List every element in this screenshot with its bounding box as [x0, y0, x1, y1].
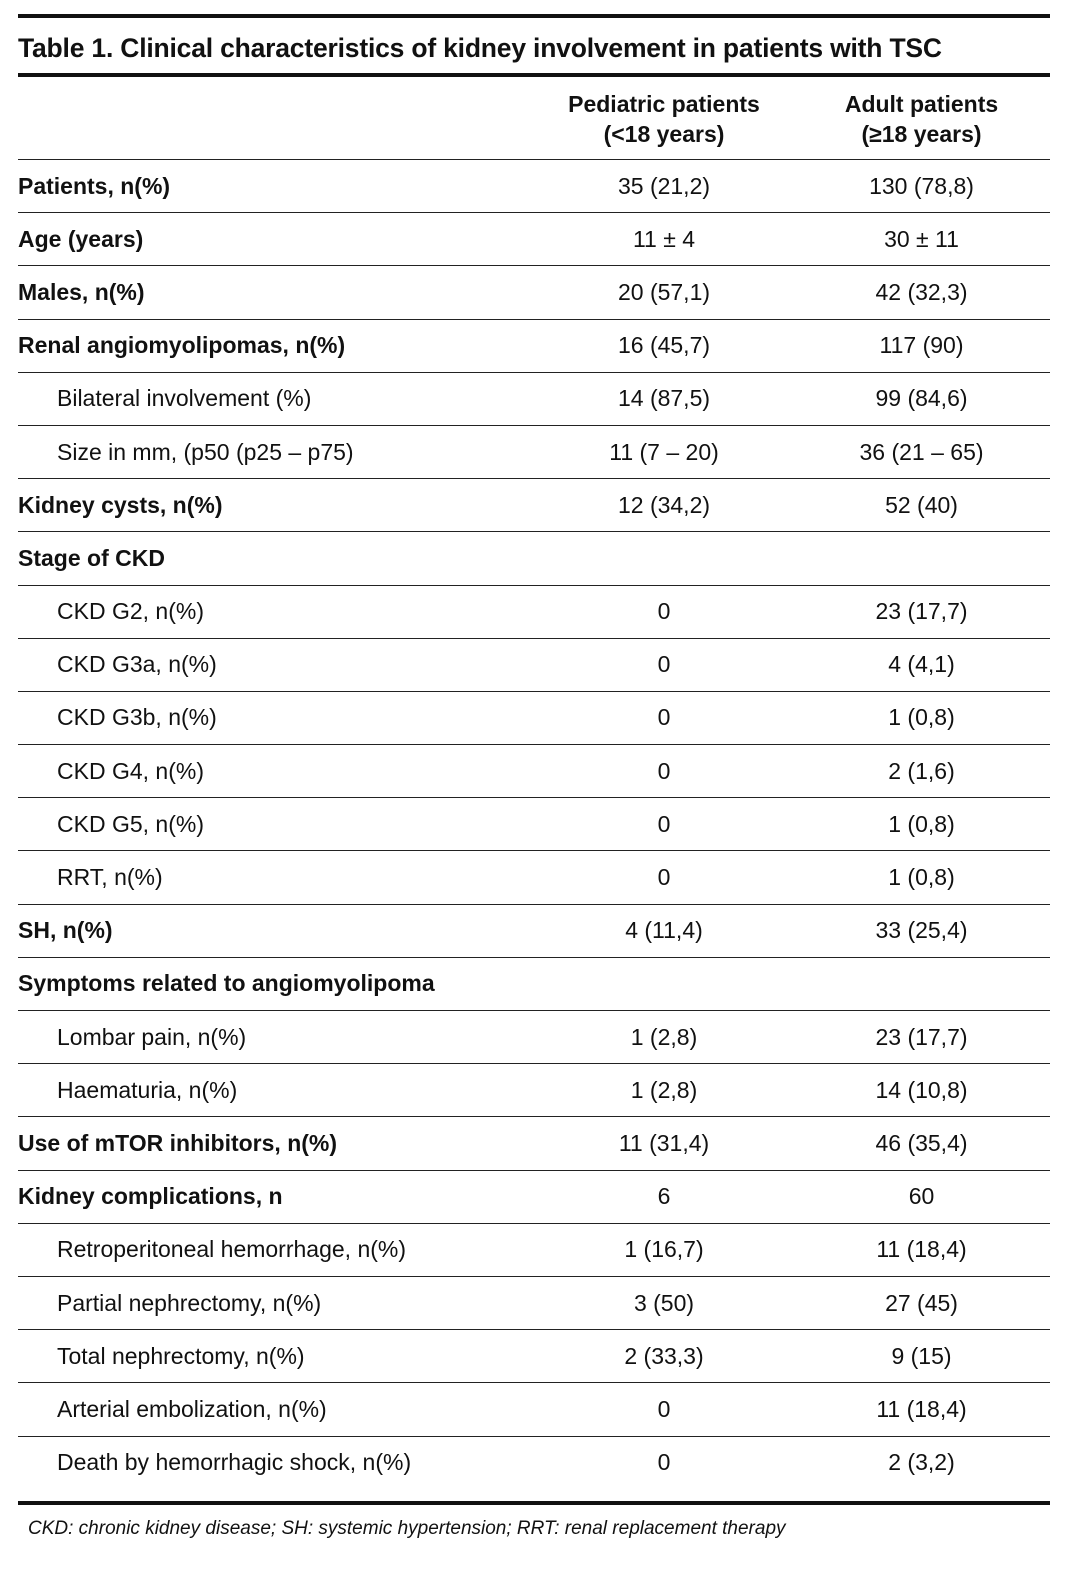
pediatric-value: 14 (87,5)	[535, 372, 793, 425]
adult-value: 60	[793, 1170, 1050, 1223]
adult-value: 1 (0,8)	[793, 798, 1050, 851]
adult-value: 4 (4,1)	[793, 638, 1050, 691]
pediatric-value: 1 (2,8)	[535, 1011, 793, 1064]
adult-value	[793, 957, 1050, 1010]
row-label: Death by hemorrhagic shock, n(%)	[57, 1449, 412, 1476]
adult-value: 36 (21 – 65)	[793, 425, 1050, 478]
table-row	[18, 1223, 1050, 1276]
table-row	[18, 745, 1050, 798]
table-row	[18, 1330, 1050, 1383]
header-pediatric-line2: (<18 years)	[603, 121, 725, 147]
pediatric-value: 6	[535, 1170, 793, 1223]
row-label: Kidney cysts, n(%)	[18, 479, 535, 532]
pediatric-value: 0	[535, 745, 793, 798]
header-adult-line1: Adult patients	[844, 91, 999, 117]
row-label: CKD G2, n(%)	[18, 585, 535, 638]
table-row	[18, 479, 1050, 532]
adult-value: 52 (40)	[793, 479, 1050, 532]
pediatric-value: 0	[535, 1383, 793, 1436]
pediatric-value: 1 (16,7)	[535, 1223, 793, 1276]
adult-value: 11 (18,4)	[793, 1383, 1050, 1436]
pediatric-value: 11 ± 4	[535, 213, 793, 266]
adult-value: 1 (0,8)	[793, 691, 1050, 744]
header-pediatric-line1: Pediatric patients	[568, 91, 760, 117]
header-pediatric	[535, 79, 793, 160]
row-label: Haematuria, n(%)	[18, 1064, 535, 1117]
table-row	[18, 266, 1050, 319]
pediatric-value: 0	[535, 585, 793, 638]
adult-value: 2 (3,2)	[888, 1449, 955, 1476]
table-row	[18, 160, 1050, 213]
pediatric-value: 4 (11,4)	[535, 904, 793, 957]
row-label: Age (years)	[18, 213, 535, 266]
adult-value: 23 (17,7)	[793, 585, 1050, 638]
table-row	[18, 1383, 1050, 1436]
row-label: CKD G4, n(%)	[18, 745, 535, 798]
adult-value: 30 ± 11	[793, 213, 1050, 266]
row-label: Stage of CKD	[18, 532, 535, 585]
pediatric-value: 0	[535, 851, 793, 904]
table-row	[18, 851, 1050, 904]
table-row	[18, 638, 1050, 691]
table-row	[18, 691, 1050, 744]
row-label: Males, n(%)	[18, 266, 535, 319]
adult-value: 2 (1,6)	[793, 745, 1050, 798]
pediatric-value: 16 (45,7)	[535, 319, 793, 372]
table-row	[18, 1011, 1050, 1064]
table-row	[18, 585, 1050, 638]
adult-value: 27 (45)	[793, 1276, 1050, 1329]
adult-value: 1 (0,8)	[793, 851, 1050, 904]
caption-rule	[18, 73, 1050, 77]
table-row	[18, 1117, 1050, 1170]
header-adult-line2: (≥18 years)	[861, 121, 982, 147]
row-label: Symptoms related to angiomyolipoma	[18, 957, 535, 1010]
header-adult	[793, 79, 1050, 160]
pediatric-value: 2 (33,3)	[535, 1330, 793, 1383]
pediatric-value: 0	[535, 691, 793, 744]
table-row	[18, 1276, 1050, 1329]
row-label: RRT, n(%)	[18, 851, 535, 904]
pediatric-value: 0	[535, 638, 793, 691]
pediatric-value: 0	[535, 798, 793, 851]
adult-value: 117 (90)	[793, 319, 1050, 372]
row-label: Arterial embolization, n(%)	[18, 1383, 535, 1436]
row-label: CKD G3a, n(%)	[18, 638, 535, 691]
pediatric-value: 11 (7 – 20)	[535, 425, 793, 478]
table-row	[18, 1170, 1050, 1223]
adult-value: 11 (18,4)	[793, 1223, 1050, 1276]
pediatric-value: 35 (21,2)	[535, 160, 793, 213]
adult-value: 14 (10,8)	[793, 1064, 1050, 1117]
pediatric-value: 11 (31,4)	[535, 1117, 793, 1170]
adult-value: 42 (32,3)	[793, 266, 1050, 319]
row-label: Retroperitoneal hemorrhage, n(%)	[18, 1223, 535, 1276]
table-row	[18, 1436, 1050, 1489]
row-label: CKD G3b, n(%)	[18, 691, 535, 744]
header-label-cell	[18, 79, 535, 160]
table-row	[18, 319, 1050, 372]
table-row	[18, 904, 1050, 957]
table-row	[18, 213, 1050, 266]
pediatric-value: 3 (50)	[535, 1276, 793, 1329]
top-rule	[18, 14, 1050, 18]
row-label: CKD G5, n(%)	[18, 798, 535, 851]
pediatric-value: 20 (57,1)	[535, 266, 793, 319]
row-label: Total nephrectomy, n(%)	[18, 1330, 535, 1383]
adult-value	[793, 532, 1050, 585]
table-caption: Table 1. Clinical characteristics of kidney involvement in patients with TSC	[18, 33, 942, 63]
pediatric-value	[535, 532, 793, 585]
characteristics-table	[18, 79, 1050, 1489]
table-row	[18, 957, 1050, 1010]
table-row	[18, 425, 1050, 478]
row-label: Patients, n(%)	[18, 160, 535, 213]
row-label: Kidney complications, n	[18, 1170, 535, 1223]
adult-value: 130 (78,8)	[793, 160, 1050, 213]
row-label: Partial nephrectomy, n(%)	[18, 1276, 535, 1329]
row-label: SH, n(%)	[18, 904, 535, 957]
row-label: Use of mTOR inhibitors, n(%)	[18, 1117, 535, 1170]
row-label: Lombar pain, n(%)	[18, 1011, 535, 1064]
bottom-rule	[18, 1501, 1050, 1505]
adult-value: 46 (35,4)	[793, 1117, 1050, 1170]
table-row	[18, 1064, 1050, 1117]
pediatric-value: 12 (34,2)	[535, 479, 793, 532]
table-row	[18, 798, 1050, 851]
table-row	[18, 532, 1050, 585]
row-label: Bilateral involvement (%)	[18, 372, 535, 425]
pediatric-value: 0	[657, 1449, 671, 1476]
header-row	[18, 79, 1050, 160]
adult-value: 99 (84,6)	[793, 372, 1050, 425]
table-body	[18, 160, 1050, 1489]
table-footnote: CKD: chronic kidney disease; SH: systemic hypertension; RRT: renal replacement therapy	[28, 1518, 786, 1539]
adult-value: 33 (25,4)	[793, 904, 1050, 957]
row-label: Size in mm, (p50 (p25 – p75)	[18, 425, 535, 478]
table-row	[18, 372, 1050, 425]
adult-value: 23 (17,7)	[793, 1011, 1050, 1064]
row-label: Renal angiomyolipomas, n(%)	[18, 319, 535, 372]
pediatric-value: 1 (2,8)	[535, 1064, 793, 1117]
adult-value: 9 (15)	[793, 1330, 1050, 1383]
pediatric-value	[535, 957, 793, 1010]
